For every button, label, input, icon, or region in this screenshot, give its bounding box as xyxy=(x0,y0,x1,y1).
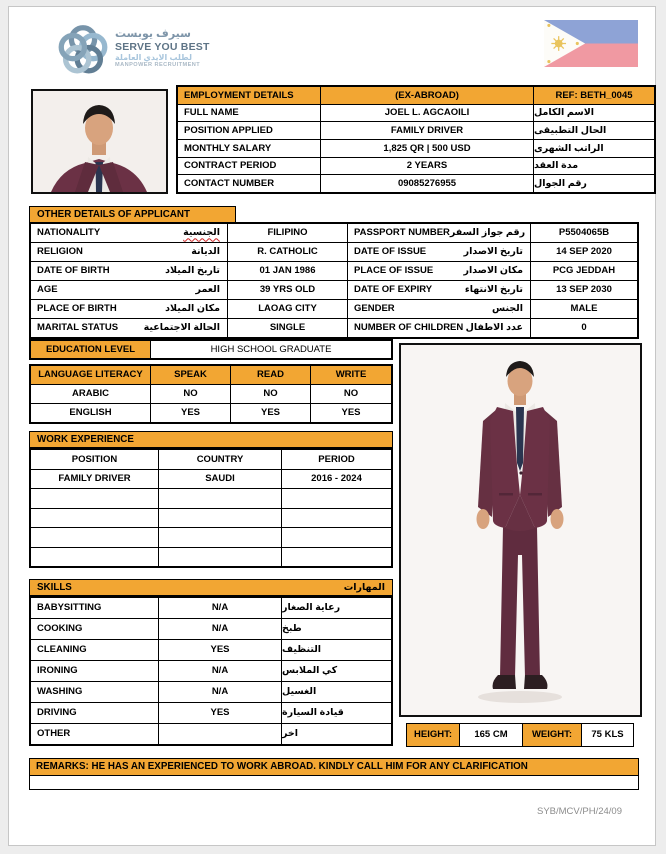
other-skill-label-ar: اخر xyxy=(282,724,391,744)
gender-value: MALE xyxy=(531,300,637,318)
height-value: 165 CM xyxy=(460,724,522,746)
full-name-value: JOEL L. AGCAOILI xyxy=(321,105,533,122)
work-experience-table xyxy=(29,448,393,568)
place-of-birth-label: PLACE OF BIRTH مكان الميلاد xyxy=(31,300,227,318)
english-speak-value: YES xyxy=(151,404,230,422)
contact-number-label: CONTACT NUMBER xyxy=(178,175,320,192)
monthly-salary-label-ar: الراتب الشهرى xyxy=(534,140,654,157)
contract-period-value: 2 YEARS xyxy=(321,158,533,175)
education-level-value: HIGH SCHOOL GRADUATE xyxy=(151,341,391,358)
work-row-country xyxy=(159,548,281,567)
agency-logo-text xyxy=(115,28,225,68)
work-row-position: FAMILY DRIVER xyxy=(31,470,158,489)
english-language-label: ENGLISH xyxy=(31,404,150,422)
speak-header: SPEAK xyxy=(151,366,230,384)
cv-page xyxy=(8,6,656,846)
contact-number-value: 09085276955 xyxy=(321,175,533,192)
work-row-position xyxy=(31,509,158,528)
age-label: AGE العمر xyxy=(31,281,227,299)
employment-header-exabroad: (EX-ABROAD) xyxy=(321,87,533,104)
work-row-country xyxy=(159,489,281,508)
language-literacy-table xyxy=(29,364,393,424)
education-level-label: EDUCATION LEVEL xyxy=(31,341,150,358)
logo-arabic-name: سيرف يوبست xyxy=(115,28,191,40)
ironing-label: IRONING xyxy=(31,661,158,681)
cleaning-label-ar: التنظيف xyxy=(282,640,391,660)
work-row-period xyxy=(282,509,391,528)
work-row-country xyxy=(159,528,281,547)
arabic-language-label: ARABIC xyxy=(31,385,150,403)
date-of-expiry-label: DATE OF EXPIRY تاريخ الانتهاء xyxy=(348,281,530,299)
position-applied-label-ar: الحال التطبيقى xyxy=(534,122,654,139)
work-row-position xyxy=(31,528,158,547)
contract-period-label: CONTRACT PERIOD xyxy=(178,158,320,175)
english-write-value: YES xyxy=(311,404,391,422)
age-value: 39 YRS OLD xyxy=(228,281,347,299)
logo-arabic-tagline: لطلب الايدي العاملة xyxy=(115,52,192,62)
contact-number-label-ar: رقم الجوال xyxy=(534,175,654,192)
other-details-title-bar xyxy=(29,206,236,223)
date-of-issue-label: DATE OF ISSUE تاريخ الاصدار xyxy=(348,243,530,261)
full-name-label: FULL NAME xyxy=(178,105,320,122)
date-of-issue-value: 14 SEP 2020 xyxy=(531,243,637,261)
arabic-read-value: NO xyxy=(231,385,310,403)
nationality-label: NATIONALITY الجنسية xyxy=(31,224,227,242)
work-row-period xyxy=(282,528,391,547)
country-header: COUNTRY xyxy=(159,450,281,469)
cooking-value: N/A xyxy=(159,619,281,639)
cleaning-label: CLEANING xyxy=(31,640,158,660)
ironing-value: N/A xyxy=(159,661,281,681)
monthly-salary-value: 1,825 QR | 500 USD xyxy=(321,140,533,157)
number-of-children-label: NUMBER OF CHILDREN عدد الاطفال xyxy=(348,319,530,337)
philippine-flag-icon xyxy=(544,20,638,67)
washing-value: N/A xyxy=(159,682,281,702)
logo-tagline: MANPOWER RECRUITMENT xyxy=(115,61,201,68)
gender-label: GENDER الجنس xyxy=(348,300,530,318)
marital-status-value: SINGLE xyxy=(228,319,347,337)
remarks-empty-row xyxy=(30,776,638,789)
arabic-write-value: NO xyxy=(311,385,391,403)
skills-title: SKILLS xyxy=(37,582,72,593)
work-experience-title: WORK EXPERIENCE xyxy=(37,434,134,445)
cooking-label: COOKING xyxy=(31,619,158,639)
religion-label: RELIGION الديانة xyxy=(31,243,227,261)
babysitting-label-ar: رعاية الصغار xyxy=(282,598,391,618)
date-of-birth-value: 01 JAN 1986 xyxy=(228,262,347,280)
passport-number-value: P5504065B xyxy=(531,224,637,242)
other-skill-label: OTHER xyxy=(31,724,158,744)
employment-header-ref: REF: BETH_0045 xyxy=(534,87,654,104)
date-of-birth-label: DATE OF BIRTH تاريخ الميلاد xyxy=(31,262,227,280)
skills-table xyxy=(29,596,393,746)
english-read-value: YES xyxy=(231,404,310,422)
driving-label: DRIVING xyxy=(31,703,158,723)
contract-period-label-ar: مدة العقد xyxy=(534,158,654,175)
document-code: SYB/MCV/PH/24/09 xyxy=(536,806,622,817)
arabic-speak-value: NO xyxy=(151,385,230,403)
work-row-period: 2016 - 2024 xyxy=(282,470,391,489)
cooking-label-ar: طبخ xyxy=(282,619,391,639)
employment-header-title: EMPLOYMENT DETAILS xyxy=(178,87,320,104)
washing-label: WASHING xyxy=(31,682,158,702)
remarks-text: REMARKS: HE HAS AN EXPERIENCED TO WORK ABROAD. KINDLY CALL HIM FOR ANY CLARIFICATION xyxy=(30,759,638,775)
nationality-value: FILIPINO xyxy=(228,224,347,242)
full-name-label-ar: الاسم الكامل xyxy=(534,105,654,122)
agency-logo-icon xyxy=(54,21,112,79)
work-row-country: SAUDI xyxy=(159,470,281,489)
period-header: PERIOD xyxy=(282,450,391,469)
other-details-title: OTHER DETAILS OF APPLICANT xyxy=(37,208,190,220)
marital-status-label: MARITAL STATUS الحالة الاجتماعية xyxy=(31,319,227,337)
logo-name: SERVE YOU BEST xyxy=(115,40,210,53)
education-table xyxy=(29,339,393,360)
remarks-table xyxy=(29,758,639,790)
ironing-label-ar: كي الملابس xyxy=(282,661,391,681)
babysitting-label: BABYSITTING xyxy=(31,598,158,618)
work-row-period xyxy=(282,548,391,567)
read-header: READ xyxy=(231,366,310,384)
date-of-expiry-value: 13 SEP 2030 xyxy=(531,281,637,299)
language-literacy-header: LANGUAGE LITERACY xyxy=(31,366,150,384)
weight-label: WEIGHT: xyxy=(523,724,581,746)
position-applied-label: POSITION APPLIED xyxy=(178,122,320,139)
skills-title-ar: المهارات xyxy=(343,582,385,593)
religion-value: R. CATHOLIC xyxy=(228,243,347,261)
work-row-period xyxy=(282,489,391,508)
place-of-birth-value: LAOAG CITY xyxy=(228,300,347,318)
place-of-issue-value: PCG JEDDAH xyxy=(531,262,637,280)
driving-value: YES xyxy=(159,703,281,723)
position-applied-value: FAMILY DRIVER xyxy=(321,122,533,139)
work-row-position xyxy=(31,489,158,508)
passport-number-label: PASSPORT NUMBER رقم جواز السفر xyxy=(348,224,530,242)
number-of-children-value: 0 xyxy=(531,319,637,337)
applicant-fullbody-photo xyxy=(399,343,642,717)
physical-stats-table xyxy=(406,723,634,747)
work-experience-title-bar xyxy=(29,431,393,448)
other-skill-value xyxy=(159,724,281,744)
work-row-country xyxy=(159,509,281,528)
skills-title-bar xyxy=(29,579,393,596)
place-of-issue-label: PLACE OF ISSUE مكان الاصدار xyxy=(348,262,530,280)
washing-label-ar: الغسيل xyxy=(282,682,391,702)
cleaning-value: YES xyxy=(159,640,281,660)
driving-label-ar: قيادة السيارة xyxy=(282,703,391,723)
employment-details-table xyxy=(176,85,656,194)
applicant-portrait-photo xyxy=(31,89,168,194)
monthly-salary-label: MONTHLY SALARY xyxy=(178,140,320,157)
work-row-position xyxy=(31,548,158,567)
position-header: POSITION xyxy=(31,450,158,469)
write-header: WRITE xyxy=(311,366,391,384)
other-details-table xyxy=(29,222,639,339)
height-label: HEIGHT: xyxy=(407,724,459,746)
weight-value: 75 KLS xyxy=(582,724,633,746)
babysitting-value: N/A xyxy=(159,598,281,618)
